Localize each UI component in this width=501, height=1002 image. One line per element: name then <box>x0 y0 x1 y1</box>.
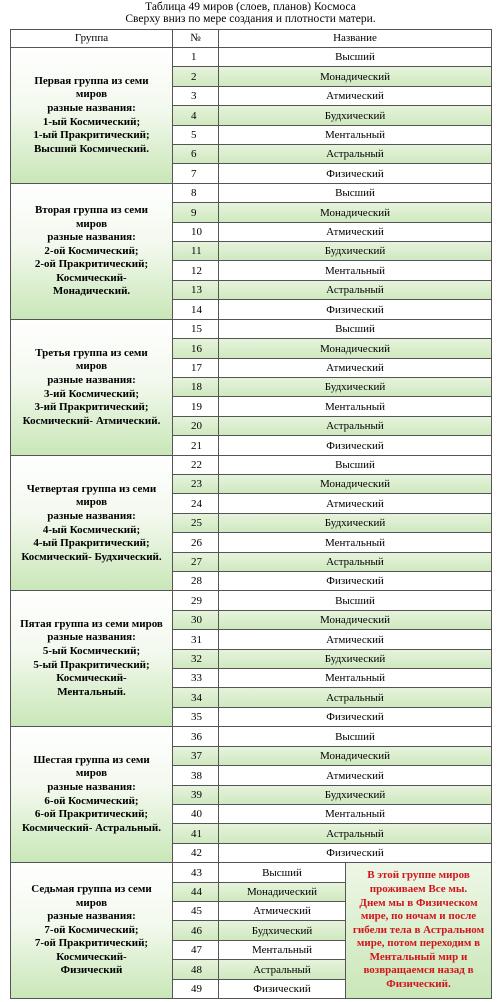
world-number: 28 <box>172 571 219 591</box>
world-name: Монадический <box>218 66 492 87</box>
world-name: Астральный <box>218 144 492 164</box>
world-name: Атмический <box>218 358 492 378</box>
world-name: Будхический <box>218 649 492 669</box>
header-number: № <box>172 29 219 48</box>
world-name: Будхический <box>218 513 492 533</box>
world-number: 43 <box>172 862 219 883</box>
world-name: Физический <box>218 299 492 320</box>
world-name: Монадический <box>218 338 492 359</box>
world-name: Ментальный <box>218 125 492 145</box>
world-name: Астральный <box>218 959 346 980</box>
world-number: 32 <box>172 649 219 669</box>
world-name: Атмический <box>218 86 492 106</box>
world-number: 14 <box>172 299 219 320</box>
world-name: Высший <box>218 590 492 611</box>
world-name: Физический <box>218 707 492 727</box>
world-name: Атмический <box>218 901 346 921</box>
world-number: 2 <box>172 66 219 87</box>
world-number: 33 <box>172 668 219 688</box>
world-name: Будхический <box>218 920 346 941</box>
world-number: 31 <box>172 629 219 650</box>
world-name: Ментальный <box>218 396 492 417</box>
world-number: 44 <box>172 882 219 902</box>
group-description: Седьмая группа из семи миров разные названия: 7-ой Космический; 7-ой Пракритический; Космический- Физический <box>10 862 173 999</box>
world-number: 19 <box>172 396 219 417</box>
world-number: 35 <box>172 707 219 727</box>
world-name: Высший <box>218 455 492 475</box>
world-number: 7 <box>172 163 219 184</box>
world-name: Высший <box>218 183 492 203</box>
world-name: Астральный <box>218 552 492 572</box>
world-number: 24 <box>172 493 219 514</box>
world-name: Физический <box>218 163 492 184</box>
world-number: 27 <box>172 552 219 572</box>
group-description: Пятая группа из семи миров разные названия: 5-ый Космический; 5-ый Пракритический; Космический- Ментальный. <box>10 590 173 727</box>
world-number: 9 <box>172 202 219 223</box>
world-name: Ментальный <box>218 940 346 960</box>
world-number: 48 <box>172 959 219 980</box>
world-number: 30 <box>172 610 219 630</box>
world-number: 15 <box>172 319 219 339</box>
group-description: Первая группа из семи миров разные названия: 1-ый Космический; 1-ый Пракритический; Высший Космический. <box>10 47 173 184</box>
world-number: 42 <box>172 843 219 863</box>
world-name: Высший <box>218 319 492 339</box>
world-number: 40 <box>172 804 219 824</box>
world-name: Будхический <box>218 377 492 397</box>
world-number: 49 <box>172 979 219 999</box>
world-number: 22 <box>172 455 219 475</box>
world-name: Астральный <box>218 280 492 300</box>
world-name: Ментальный <box>218 532 492 553</box>
world-number: 45 <box>172 901 219 921</box>
last-group-note: В этой группе миров проживаем Все мы. Днем мы в Физическом мире, по ночам и после гибели тела в Астральном мире, потом переходим в Ментальный мир и возвращаемся назад в Физический. <box>345 862 492 999</box>
world-number: 16 <box>172 338 219 359</box>
worlds-table <box>10 29 492 998</box>
table-caption-line1: Таблица 49 миров (слоев, планов) Космоса <box>145 1 356 13</box>
world-name: Монадический <box>218 882 346 902</box>
world-name: Монадический <box>218 746 492 766</box>
world-number: 11 <box>172 241 219 261</box>
world-name: Ментальный <box>218 260 492 281</box>
world-name: Атмический <box>218 493 492 514</box>
world-name: Будхический <box>218 785 492 805</box>
world-number: 36 <box>172 726 219 747</box>
world-name: Будхический <box>218 241 492 261</box>
world-number: 1 <box>172 47 219 67</box>
world-number: 34 <box>172 687 219 708</box>
world-name: Высший <box>218 726 492 747</box>
world-number: 6 <box>172 144 219 164</box>
header-group: Группа <box>10 29 173 48</box>
world-name: Атмический <box>218 222 492 242</box>
world-name: Физический <box>218 979 346 999</box>
world-number: 39 <box>172 785 219 805</box>
world-number: 5 <box>172 125 219 145</box>
world-number: 37 <box>172 746 219 766</box>
world-name: Монадический <box>218 474 492 494</box>
group-description: Шестая группа из семи миров разные названия: 6-ой Космический; 6-ой Пракритический; Космический- Астральный. <box>10 726 173 863</box>
world-number: 41 <box>172 823 219 844</box>
world-number: 21 <box>172 435 219 456</box>
world-number: 25 <box>172 513 219 533</box>
world-name: Монадический <box>218 610 492 630</box>
world-name: Монадический <box>218 202 492 223</box>
world-number: 10 <box>172 222 219 242</box>
group-description: Четвертая группа из семи миров разные названия: 4-ый Космический; 4-ый Пракритический; Космический- Будхический. <box>10 455 173 592</box>
world-name: Высший <box>218 47 492 67</box>
group-description: Третья группа из семи миров разные названия: 3-ий Космический; 3-ий Пракритический; Космический- Атмический. <box>10 319 173 456</box>
world-name: Астральный <box>218 416 492 436</box>
world-number: 26 <box>172 532 219 553</box>
world-number: 4 <box>172 105 219 126</box>
world-number: 18 <box>172 377 219 397</box>
world-name: Атмический <box>218 765 492 786</box>
world-number: 13 <box>172 280 219 300</box>
world-number: 38 <box>172 765 219 786</box>
world-name: Ментальный <box>218 804 492 824</box>
world-number: 23 <box>172 474 219 494</box>
world-number: 20 <box>172 416 219 436</box>
world-number: 29 <box>172 590 219 611</box>
world-name: Астральный <box>218 823 492 844</box>
world-name: Физический <box>218 843 492 863</box>
world-number: 17 <box>172 358 219 378</box>
header-name: Название <box>218 29 492 48</box>
world-name: Ментальный <box>218 668 492 688</box>
world-number: 12 <box>172 260 219 281</box>
world-number: 8 <box>172 183 219 203</box>
world-name: Атмический <box>218 629 492 650</box>
table-caption-line2: Сверху вниз по мере создания и плотности матери. <box>125 13 376 25</box>
world-name: Физический <box>218 571 492 591</box>
world-number: 46 <box>172 920 219 941</box>
world-name: Астральный <box>218 687 492 708</box>
world-name: Высший <box>218 862 346 883</box>
world-number: 47 <box>172 940 219 960</box>
group-description: Вторая группа из семи миров разные названия: 2-ой Космический; 2-ой Пракритический; Космический- Монадический. <box>10 183 173 320</box>
world-name: Будхический <box>218 105 492 126</box>
world-name: Физический <box>218 435 492 456</box>
world-number: 3 <box>172 86 219 106</box>
